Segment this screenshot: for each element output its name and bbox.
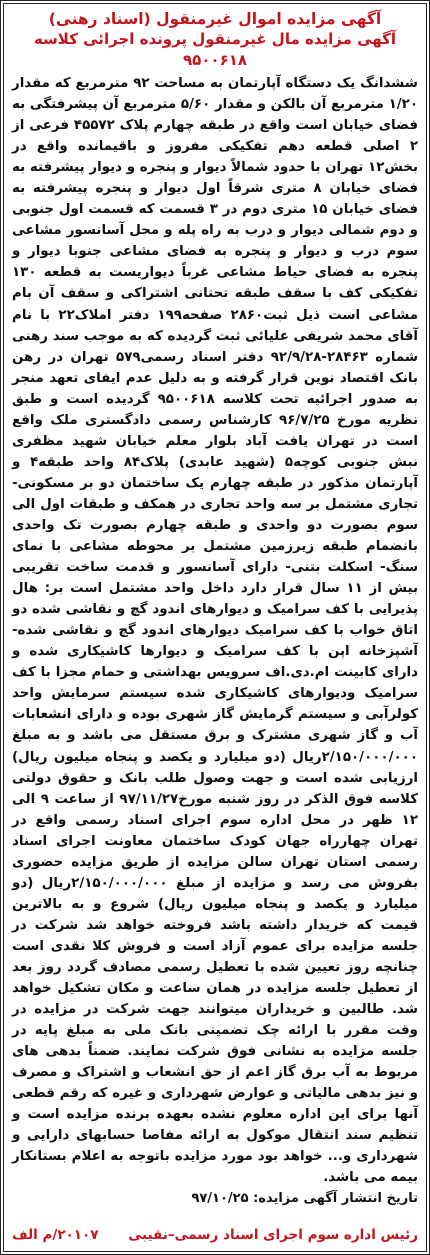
notice-title: آگهی مزایده اموال غیرمنقول (اسناد رهنی) bbox=[48, 10, 382, 28]
reference-code: ۲۰۱۰۷/م الف bbox=[12, 1227, 99, 1243]
signature: رئیس اداره سوم اجرای اسناد رسمی–نقیبی bbox=[128, 1227, 418, 1243]
notice-footer bbox=[12, 1225, 418, 1245]
notice-body: ششدانگ یک دستگاه آپارتمان به مساحت ۹۲ مترمربع که مقدار ۱/۲۰ مترمربع آن بالکن و مقدار ۵/۶۰ مترمربع آن پیشرفتگی به فضای خیابان است واقع در طبقه چهارم پلاک ۴۵۵۷۲ فرعی از ۲ اصلی قطعه دهم تفکیکی مفروز و باقیمانده واقع در بخش۱۲ تهران با حدود شمالاً دیوار و پنجره و دیوار پیشرفته به فضای خیابان ۸ متری شرقاً اول دیوار و پنجره پیشرفته به فضای خیابان ۱۵ متری دوم در ۳ قسمت که قسمت اول جنوبی و دوم شمالی دیوار و درب به راه پله و محل آسانسور مشاعی سوم درب و دیوار و پنجره به فضای مشاعی جنوبا دیوار و پنجره به فضای حیاط مشاعی غرباً دیواریست به قطعه ۱۳۰ تفکیکی کف با سقف طبقه تحتانی اشتراکی و سقف آن بام مشاعی است ذیل ثبت۲۸۶۰ صفحه۱۹۹ دفتر املاک۲۲ با نام آقای محمد شریفی علیائی ثبت گردیده که به موجب سند رهنی شماره ۲۸۴۶۳-۹۲/۹/۲۸ دفتر اسناد رسمی۵۷۹ تهران در رهن بانک اقتصاد نوین قرار گرفته و به دلیل عدم ایفای تعهد منجر به صدور اجرائیه تحت کلاسه ۹۵۰۰۶۱۸ گردیده است و طبق نظریه مورخ ۹۶/۷/۲۵ کارشناس رسمی دادگستری ملک واقع است در تهران یافت آباد بلوار معلم خیابان شهید مظفری نبش جنوبی کوچه۵ (شهید عابدی) پلاک۸۴ واحد طبقه۴ و آپارتمان مذکور در طبقه چهارم یک ساختمان دو بر مسکونی- تجاری مشتمل بر سه واحد تجاری در همکف و طبقات اول الی سوم بصورت دو واحدی و طبقه چهارم بصورت تک واحدی بانضمام طبقه زیرزمین مشتمل بر محوطه مشاعی با نمای سنگ- اسکلت بتنی- دارای آسانسور و قدمت ساخت تقریبی بیش از ۱۱ سال قرار دارد داخل واحد مشتمل است بر: هال پذیرایی با کف سرامیک و دیوارهای اندود گچ و نقاشی شده دو اتاق خواب با کف سرامیک دیوارهای اندود گچ و نقاشی شده- آشپزخانه اپن با کف سرامیک و دیوارها کاشیکاری شده و دارای کابینت ام.دی.اف سرویس بهداشتی و حمام مجزا با کف سرامیک ودیوارهای کاشیکاری شده سیستم سرمایش واحد کولرآبی و سیستم گرمایش گاز شهری بوده و دارای انشعابات آب و گاز شهری مشترک و برق مستقل می باشد و به مبلغ ۲/۱۵۰/۰۰۰/۰۰۰ریال (دو میلیارد و یکصد و پنجاه میلیون ریال) ارزیابی شده است و جهت وصول طلب بانک و حقوق دولتی کلاسه فوق الذکر در روز شنبه مورخ۹۷/۱۱/۲۷ از ساعت ۹ الی ۱۲ ظهر در محل اداره سوم اجرای اسناد رسمی واقع در تهران چهارراه جهان کودک ساختمان معاونت اجرای اسناد رسمی استان تهران سالن مزایده از طریق مزایده حضوری بفروش می رسد و مزایده از مبلغ ۲/۱۵۰/۰۰۰/۰۰۰ریال (دو میلیارد و یکصد و پنجاه میلیون ریال) شروع و به بالاترین قیمت که خریدار داشته باشد فروخته خواهد شد شرکت در جلسه مزایده برای عموم آزاد است و فروش کلا نقدی است چنانچه روز تعیین شده با تعطیل رسمی مصادف گردد روز بعد از تعطیل جلسه مزایده در همان ساعت و مکان تشکیل خواهد شد. طالبین و خریداران میتوانند جهت شرکت در مزایده در وقت مقرر با ارائه چک تضمینی بانک ملی به مبلغ پایه در جلسه مزایده به نشانی فوق شرکت نمایند. ضمناً بدهی های مربوط به آب برق گاز اعم از حق انشعاب و اشتراک و مصرف و نیز بدهی مالیاتی و عوارض شهرداری و غیره که رقم قطعی آنها برای این اداره معلوم نشده بعهده برنده مزایده است و تنظیم سند انتقال موکول به ارائه مفاصا حسابهای دارایی و شهرداری و... خواهد بود مورد مزایده باتوجه به اعلام بستانکار بیمه می باشد. bbox=[12, 76, 418, 1186]
notice-subtitle: آگهی مزایده مال غیرمنقول پرونده اجرائی کلاسه ۹۵۰۰۶۱۸ bbox=[33, 30, 397, 69]
publish-date: تاریخ انتشار آگهی مزایده: ۹۷/۱۰/۲۵ bbox=[191, 1191, 418, 1207]
